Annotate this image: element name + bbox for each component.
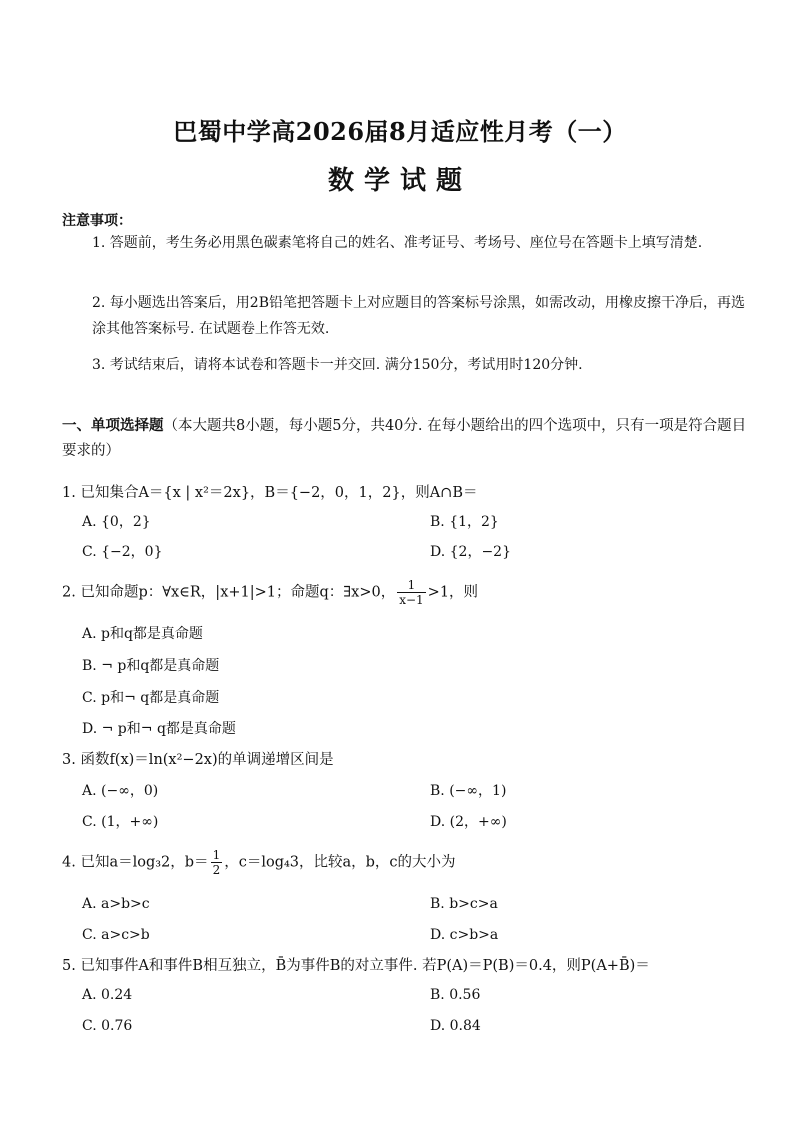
question-5-option-c[interactable]: C. 0.76 xyxy=(82,1018,133,1034)
fraction-denominator: 2 xyxy=(212,863,221,877)
question-4-option-c[interactable]: C. a>c>b xyxy=(82,927,150,943)
question-4-fraction xyxy=(211,848,223,877)
question-2-fraction xyxy=(397,578,425,607)
question-2-option-a[interactable]: A. p和q都是真命题 xyxy=(82,626,203,642)
notice-item-text: 1. 答题前，考生务必用黑色碳素笔将自己的姓名、准考证号、考场号、座位号在答题卡上填写清楚. xyxy=(92,235,703,251)
notice-item-3 xyxy=(62,352,746,378)
question-4-option-d[interactable]: D. c>b>a xyxy=(430,927,499,943)
notice-item-text: 2. 每小题选出答案后，用2B铅笔把答题卡上对应题目的答案标号涂黑，如需改动，用橡皮擦干净后，再选涂其他答案标号. 在试题卷上作答无效. xyxy=(92,295,746,337)
exam-subtitle: 数学试题 xyxy=(327,166,472,196)
question-5-stem: 5. 已知事件A和事件B相互独立，B̄为事件B的对立事件. 若P(A)＝P(B)＝0.4，则P(A+B̄)＝ xyxy=(62,958,650,974)
question-3-option-d[interactable]: D. (2，+∞) xyxy=(430,814,507,830)
notice-item-1 xyxy=(62,230,746,256)
notice-heading: 注意事项： xyxy=(62,213,132,229)
question-5-option-b[interactable]: B. 0.56 xyxy=(430,987,481,1003)
question-1-option-b[interactable]: B. {1，2} xyxy=(430,514,499,530)
question-2-stem xyxy=(62,578,478,607)
section-description: （本大题共8小题，每小题5分，共40分. 在每小题给出的四个选项中，只有一项是符合题目要求的） xyxy=(62,418,747,459)
fraction-numerator: 1 xyxy=(397,578,425,593)
fraction-numerator: 1 xyxy=(212,848,221,862)
question-1-option-a[interactable]: A. {0，2} xyxy=(82,514,151,530)
question-2-option-b[interactable]: B. ¬ p和q都是真命题 xyxy=(82,658,220,674)
question-4-option-b[interactable]: B. b>c>a xyxy=(430,896,498,912)
question-2-stem-suffix: >1，则 xyxy=(427,584,479,601)
notice-item-text: 3. 考试结束后，请将本试卷和答题卡一并交回. 满分150分，考试用时120分钟. xyxy=(92,357,583,373)
section-heading: 一、单项选择题 xyxy=(62,418,164,434)
question-4-stem xyxy=(62,848,456,877)
question-2-option-c[interactable]: C. p和¬ q都是真命题 xyxy=(82,690,220,706)
exam-title: 巴蜀中学高2026届8月适应性月考（一） xyxy=(173,117,627,146)
question-3-option-c[interactable]: C. (1，+∞) xyxy=(82,814,159,830)
question-4-stem-suffix: ，c＝log₄3，比较a，b，c的大小为 xyxy=(224,854,456,871)
section-one xyxy=(62,414,752,464)
question-3-option-b[interactable]: B. (−∞，1) xyxy=(430,783,507,799)
question-5-option-a[interactable]: A. 0.24 xyxy=(82,987,133,1003)
question-1-option-c[interactable]: C. {−2，0} xyxy=(82,544,163,560)
question-4-stem-prefix: 4. 已知a＝log₃2，b＝ xyxy=(62,854,209,871)
question-2-option-d[interactable]: D. ¬ p和¬ q都是真命题 xyxy=(82,721,236,737)
question-4-option-a[interactable]: A. a>b>c xyxy=(82,896,150,912)
question-3-option-a[interactable]: A. (−∞，0) xyxy=(82,783,159,799)
fraction-denominator: x−1 xyxy=(399,593,424,607)
question-2-stem-prefix: 2. 已知命题p：∀x∈R，|x+1|>1；命题q：∃x>0， xyxy=(62,584,396,601)
question-3-stem: 3. 函数f(x)＝ln(x²−2x)的单调递增区间是 xyxy=(62,752,334,768)
question-1-option-d[interactable]: D. {2，−2} xyxy=(430,544,511,560)
question-1-stem: 1. 已知集合A＝{x | x²＝2x}，B＝{−2，0，1，2}，则A∩B＝ xyxy=(62,485,478,501)
notice-item-2 xyxy=(62,290,746,342)
question-5-option-d[interactable]: D. 0.84 xyxy=(430,1018,481,1034)
